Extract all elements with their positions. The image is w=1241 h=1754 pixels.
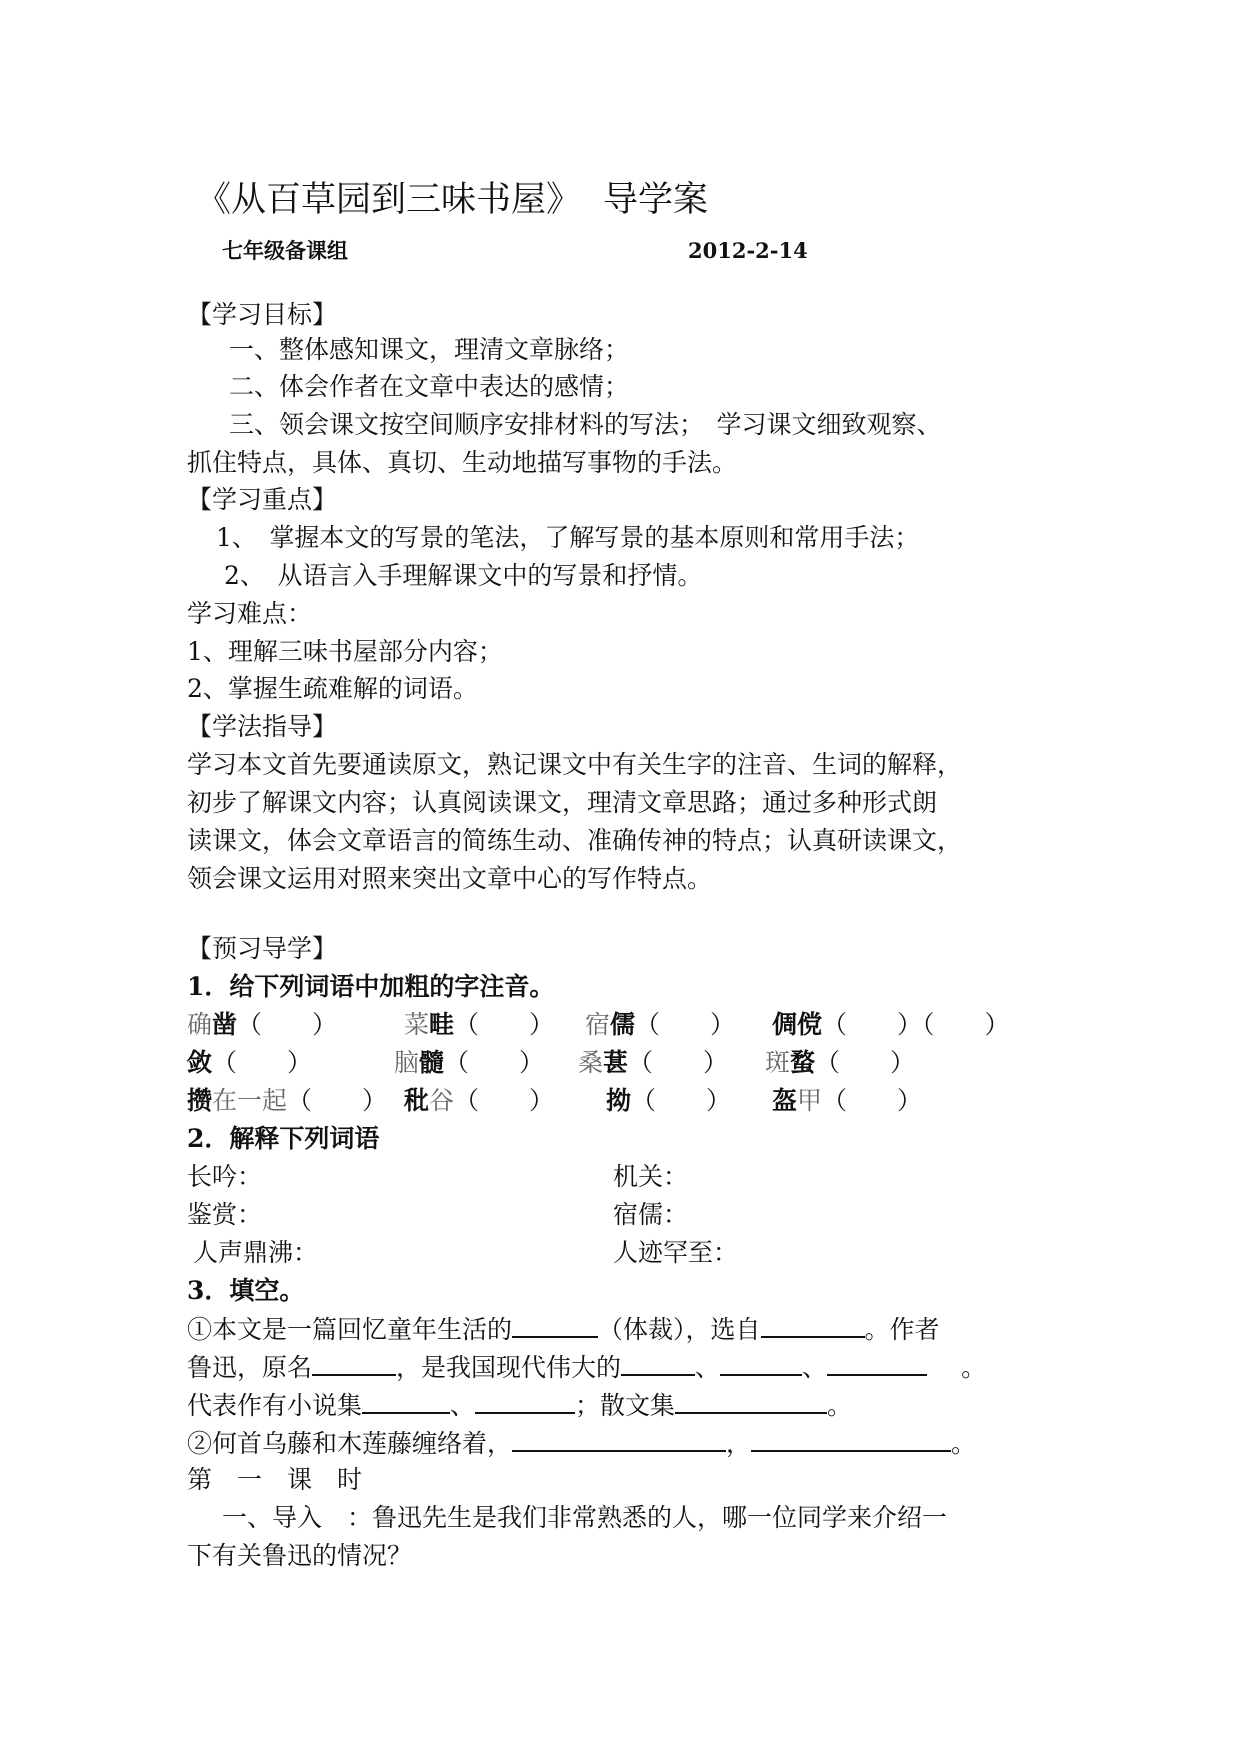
term-label: 宿儒： <box>613 1200 689 1229</box>
word-plain: 在一起 <box>212 1086 288 1115</box>
fill-text: ②何首乌藤和木莲藤缠络着， <box>187 1429 513 1458</box>
question-1: 1．给下列词语中加粗的字注音。 <box>187 972 555 1001</box>
word-item <box>772 1084 922 1118</box>
pinyin-blank: （ ） <box>815 1048 916 1077</box>
pinyin-blank: （ ） <box>631 1086 732 1115</box>
fill-text: 。作者 <box>864 1315 940 1344</box>
key-point-1: 1、 掌握本文的写景的笔法，了解写景的基本原则和常用手法； <box>216 523 920 552</box>
word-bold: 秕 <box>404 1086 430 1115</box>
fill-blank[interactable] <box>621 1350 695 1376</box>
word-bold: 敛 <box>187 1048 213 1077</box>
fill-blank[interactable] <box>827 1350 927 1376</box>
word-plain: 谷 <box>429 1086 455 1115</box>
pinyin-blank: （ ） <box>444 1048 545 1077</box>
lesson-intro-1: 一、导入 ：鲁迅先生是我们非常熟悉的人，哪一位同学来介绍一 <box>222 1503 948 1532</box>
fill-text: 。 <box>961 1353 987 1382</box>
word-plain: 甲 <box>797 1086 823 1115</box>
key-points-heading: 【学习重点】 <box>187 485 338 514</box>
pinyin-blank: （ ） <box>454 1086 555 1115</box>
word-bold: 髓 <box>419 1048 445 1077</box>
word-item <box>606 1084 731 1118</box>
title-suffix: 导学案 <box>603 180 709 220</box>
fill-blank[interactable] <box>720 1350 802 1376</box>
fill-blank[interactable] <box>512 1426 726 1452</box>
word-item <box>765 1046 915 1080</box>
word-bold: 盔 <box>772 1086 798 1115</box>
difficulty-2: 2、掌握生疏难解的词语。 <box>187 674 478 703</box>
pinyin-blank: （ ）（ ） <box>822 1010 1010 1039</box>
objective-1: 一、整体感知课文，理清文章脉络； <box>229 335 630 364</box>
method-line-3: 读课文，体会文章语言的简练生动、准确传神的特点；认真研读课文， <box>187 826 963 855</box>
word-item <box>404 1008 554 1042</box>
method-line-2: 初步了解课文内容；认真阅读课文，理清文章思路；通过多种形式朗 <box>187 788 938 817</box>
pinyin-blank: （ ） <box>287 1086 388 1115</box>
preview-heading: 【预习导学】 <box>187 934 338 963</box>
group-name: 七年级备课组 <box>222 238 348 263</box>
word-plain: 宿 <box>585 1010 611 1039</box>
word-item <box>187 1084 387 1118</box>
fill-text: 鲁迅，原名 <box>187 1353 313 1382</box>
lesson-intro-2: 下有关鲁迅的情况？ <box>187 1541 413 1570</box>
word-plain: 脑 <box>394 1048 420 1077</box>
difficulty-1: 1、理解三味书屋部分内容； <box>187 637 503 666</box>
fill-text: 、 <box>695 1353 721 1382</box>
word-item <box>187 1046 312 1080</box>
word-item <box>404 1084 554 1118</box>
word-plain: 斑 <box>765 1048 791 1077</box>
word-bold: 儒 <box>610 1010 636 1039</box>
fill-line-3 <box>187 1388 852 1423</box>
pinyin-blank: （ ） <box>454 1010 555 1039</box>
fill-text: ，是我国现代伟大的 <box>396 1353 622 1382</box>
fill-blank[interactable] <box>312 1350 396 1376</box>
fill-text: ， <box>726 1429 752 1458</box>
fill-blank[interactable] <box>675 1388 827 1414</box>
objective-2: 二、体会作者在文章中表达的感情； <box>229 372 630 401</box>
objectives-heading: 【学习目标】 <box>187 300 338 329</box>
word-bold: 蝥 <box>790 1048 816 1077</box>
fill-blank[interactable] <box>512 1312 598 1338</box>
term-label: 机关： <box>613 1162 689 1191</box>
pinyin-blank: （ ） <box>628 1048 729 1077</box>
word-plain: 确 <box>187 1010 213 1039</box>
key-point-2: 2、 从语言入手理解课文中的写景和抒情。 <box>224 561 703 590</box>
title-main: 《从百草园到三味书屋》 <box>196 180 582 220</box>
word-bold: 攒 <box>187 1086 213 1115</box>
question-2: 2．解释下列词语 <box>187 1124 380 1153</box>
word-bold: 葚 <box>603 1048 629 1077</box>
word-item <box>585 1008 735 1042</box>
method-line-1: 学习本文首先要通读原文，熟记课文中有关生字的注音、生词的解释， <box>187 750 963 779</box>
lesson-heading: 第 一 课 时 <box>187 1465 363 1494</box>
word-bold: 凿 <box>212 1010 238 1039</box>
fill-line-1 <box>187 1312 940 1347</box>
question-3: 3．填空。 <box>187 1276 305 1305</box>
term-label: 人迹罕至： <box>613 1238 739 1267</box>
fill-line-4 <box>187 1426 976 1461</box>
word-item <box>772 1008 1010 1042</box>
word-bold: 拗 <box>606 1086 632 1115</box>
method-line-4: 领会课文运用对照来突出文章中心的写作特点。 <box>187 864 713 893</box>
fill-blank[interactable] <box>751 1426 951 1452</box>
word-plain: 菜 <box>404 1010 430 1039</box>
fill-text: ①本文是一篇回忆童年生活的 <box>187 1315 513 1344</box>
word-bold: 倜傥 <box>772 1010 823 1039</box>
pinyin-blank: （ ） <box>212 1048 313 1077</box>
page-title <box>196 178 708 222</box>
fill-text: 、 <box>450 1391 476 1420</box>
fill-text: 、 <box>802 1353 828 1382</box>
date-label: 2012-2-14 <box>688 238 808 263</box>
term-label: 鉴赏： <box>187 1200 263 1229</box>
objective-3a: 三、领会课文按空间顺序安排材料的写法； 学习课文细致观察、 <box>229 410 942 439</box>
fill-text: ；散文集 <box>575 1391 676 1420</box>
fill-text: （体裁），选自 <box>598 1315 761 1344</box>
word-item <box>187 1008 337 1042</box>
pinyin-blank: （ ） <box>822 1086 923 1115</box>
pinyin-blank: （ ） <box>237 1010 338 1039</box>
word-bold: 畦 <box>429 1010 455 1039</box>
fill-line-2 <box>187 1350 986 1385</box>
fill-blank[interactable] <box>362 1388 450 1414</box>
pinyin-blank: （ ） <box>635 1010 736 1039</box>
word-item <box>394 1046 544 1080</box>
term-label: 人声鼎沸： <box>193 1238 319 1267</box>
fill-blank[interactable] <box>761 1312 865 1338</box>
word-plain: 桑 <box>578 1048 604 1077</box>
fill-text: 。 <box>827 1391 853 1420</box>
fill-text: 代表作有小说集 <box>187 1391 363 1420</box>
fill-blank[interactable] <box>475 1388 575 1414</box>
fill-text: 。 <box>951 1429 977 1458</box>
word-item <box>578 1046 728 1080</box>
objective-3b: 抓住特点，具体、真切、生动地描写事物的手法。 <box>187 448 738 477</box>
method-heading: 【学法指导】 <box>187 712 338 741</box>
term-label: 长吟： <box>187 1162 263 1191</box>
difficulties-heading: 学习难点： <box>187 599 313 628</box>
